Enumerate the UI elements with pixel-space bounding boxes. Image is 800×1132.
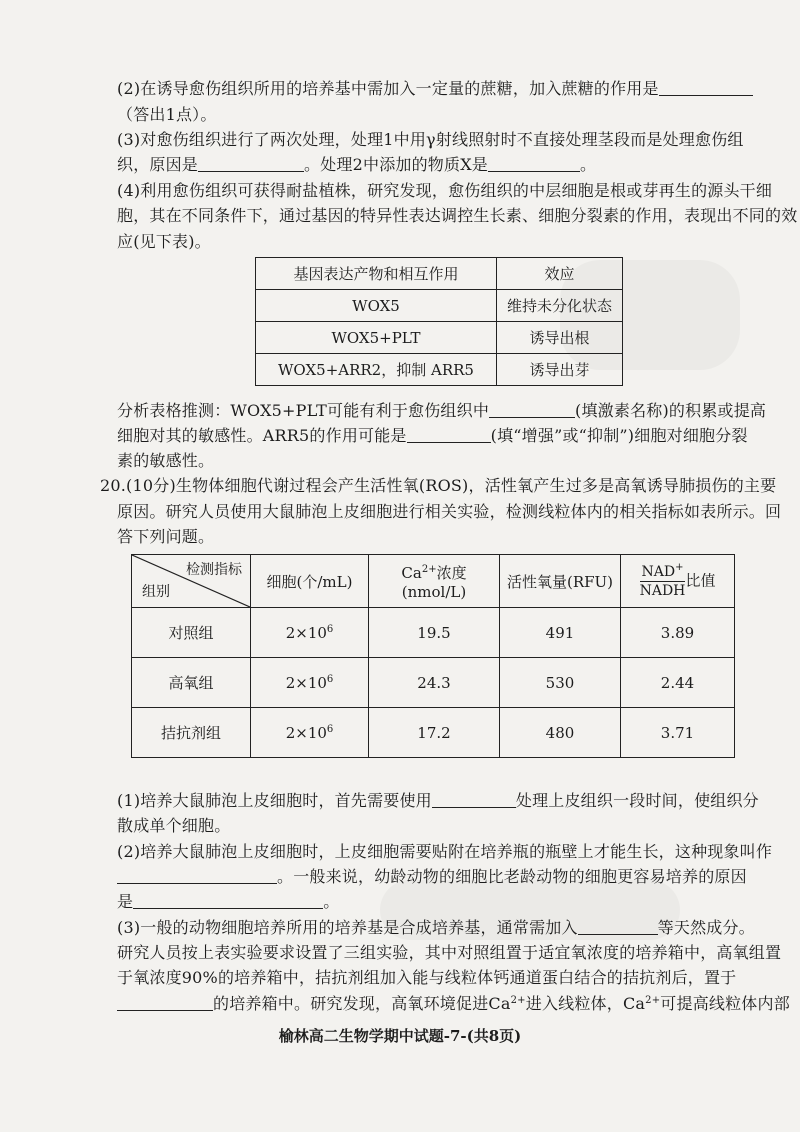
answer-blank[interactable] (117, 994, 213, 1011)
table-row (132, 708, 735, 758)
q20-part3-line3: 于氧浓度90%的培养箱中，拮抗剂组加入能与线粒体钙通道蛋白结合的拮抗剂后，置于 (117, 968, 737, 987)
table-row (256, 322, 623, 354)
q19-part2-line2: （答出1点）。 (117, 105, 217, 124)
q20-stem-line2: 原因。研究人员使用大鼠肺泡上皮细胞进行相关实验，检测线粒体内的相关指标如表所示。回 (117, 502, 782, 521)
ca-concentration: 17.2 (369, 708, 500, 758)
ros-amount: 530 (500, 658, 621, 708)
table-header-cell: 细胞(个/mL) (251, 555, 369, 608)
table-cell: 诱导出根 (497, 322, 623, 354)
answer-blank[interactable] (578, 918, 658, 935)
ros-amount: 491 (500, 608, 621, 658)
cell-count: $2\times 10^6$ (251, 658, 369, 708)
table-cell: WOX5+PLT (256, 322, 497, 354)
q19-part2-line1: (2)在诱导愈伤组织所用的培养基中需加入一定量的蔗糖，加入蔗糖的作用是 (117, 78, 749, 100)
mitochondria-indicator-table (131, 554, 735, 758)
q19-part4-line3: 应(见下表)。 (117, 232, 211, 251)
q20-stem-line1: 20.(10分)生物体细胞代谢过程会产生活性氧(ROS)，活性氧产生过多是高氧诱导肺损伤的主要 (100, 476, 777, 495)
group-cell: 高氧组 (132, 658, 251, 708)
q19-part4-line2: 胞，其在不同条件下，通过基因的特异性表达调控生长素、细胞分裂素的作用，表现出不同的效 (117, 206, 798, 225)
table-header-cell: 基因表达产物和相互作用 (256, 258, 497, 290)
header-indicator-label: 检测指标 (186, 562, 242, 578)
header-group-label: 组别 (142, 584, 170, 600)
table-row (132, 608, 735, 658)
q20-part3-line4: 的培养箱中。研究发现，高氧环境促进$Ca^{2+}$进入线粒体，$Ca^{2+}$可提高线粒体内部 (117, 993, 749, 1015)
q20-part1-line2: 散成单个细胞。 (117, 816, 231, 835)
q19-analysis-line3: 素的敏感性。 (117, 451, 215, 470)
table-cell: WOX5 (256, 290, 497, 322)
answer-blank[interactable] (659, 79, 753, 96)
q20-stem-line3: 答下列问题。 (117, 527, 215, 546)
q19-analysis-line2: 细胞对其的敏感性。ARR5的作用可能是 (填“增强”或“抑制”)细胞对细胞分裂 (117, 426, 748, 445)
q19-part3-line2: 织，原因是 。处理2中添加的物质X是 。 (117, 155, 597, 174)
answer-blank[interactable] (489, 401, 575, 418)
answer-blank[interactable] (117, 867, 277, 884)
ros-amount: 480 (500, 708, 621, 758)
q20-part2-line1: (2)培养大鼠肺泡上皮细胞时，上皮细胞需要贴附在培养瓶的瓶壁上才能生长，这种现象叫作 (117, 842, 773, 861)
nad-ratio: 3.89 (621, 608, 735, 658)
ca-concentration: 24.3 (369, 658, 500, 708)
answer-blank[interactable] (432, 791, 516, 808)
answer-blank[interactable] (133, 892, 323, 909)
q19-part3-line1: (3)对愈伤组织进行了两次处理，处理1中用γ射线照射时不直接处理茎段而是处理愈伤组 (117, 130, 744, 149)
q19-part4-line1: (4)利用愈伤组织可获得耐盐植株，研究发现，愈伤组织的中层细胞是根或芽再生的源头干细 (117, 181, 773, 200)
q20-part3-line2: 研究人员按上表实验要求设置了三组实验，其中对照组置于适宜氧浓度的培养箱中，高氧组置 (117, 943, 782, 962)
ca-concentration: 19.5 (369, 608, 500, 658)
group-cell: 拮抗剂组 (132, 708, 251, 758)
q20-part2-line2: 。一般来说，幼龄动物的细胞比老龄动物的细胞更容易培养的原因 (117, 866, 749, 888)
table-row (256, 290, 623, 322)
gene-effect-table (255, 257, 623, 386)
answer-blank[interactable] (488, 155, 580, 172)
table-header-row (132, 555, 735, 608)
q20-part3-line1: (3)一般的动物细胞培养所用的培养基是合成培养基，通常需加入 等天然成分。 (117, 918, 755, 937)
table-header-row (256, 258, 623, 290)
table-cell: 维持未分化状态 (497, 290, 623, 322)
table-cell: WOX5+ARR2，抑制 ARR5 (256, 354, 497, 386)
nad-ratio-fraction: $\frac{NAD^+}{\text{NADH}}$ (639, 561, 686, 599)
answer-blank[interactable] (198, 155, 304, 172)
table-header-cell: $Ca^{2+}$浓度(nmol/L) (369, 555, 500, 608)
answer-blank[interactable] (407, 426, 491, 443)
table-row (256, 354, 623, 386)
cell-count: $2\times 10^6$ (251, 708, 369, 758)
q19-analysis-line1: 分析表格推测：WOX5+PLT可能有利于愈伤组织中 (填激素名称)的积累或提高 (117, 401, 767, 420)
table-header-cell: 活性氧量(RFU) (500, 555, 621, 608)
table-header-cell: $\frac{NAD^+}{\text{NADH}}$ 比值 (621, 555, 735, 608)
diagonal-header-cell (132, 555, 251, 608)
q20-part2-line3: 是 。 (117, 892, 340, 911)
table-header-cell: 效应 (497, 258, 623, 290)
table-row (132, 658, 735, 708)
group-cell: 对照组 (132, 608, 251, 658)
cell-count: $2\times 10^6$ (251, 608, 369, 658)
nad-ratio: 3.71 (621, 708, 735, 758)
nad-ratio: 2.44 (621, 658, 735, 708)
page-footer: 榆林高二生物学期中试题-7-(共8页) (278, 1027, 522, 1045)
q20-part1-line1: (1)培养大鼠肺泡上皮细胞时，首先需要使用 处理上皮组织一段时间，使组织分 (117, 791, 759, 810)
table-cell: 诱导出芽 (497, 354, 623, 386)
